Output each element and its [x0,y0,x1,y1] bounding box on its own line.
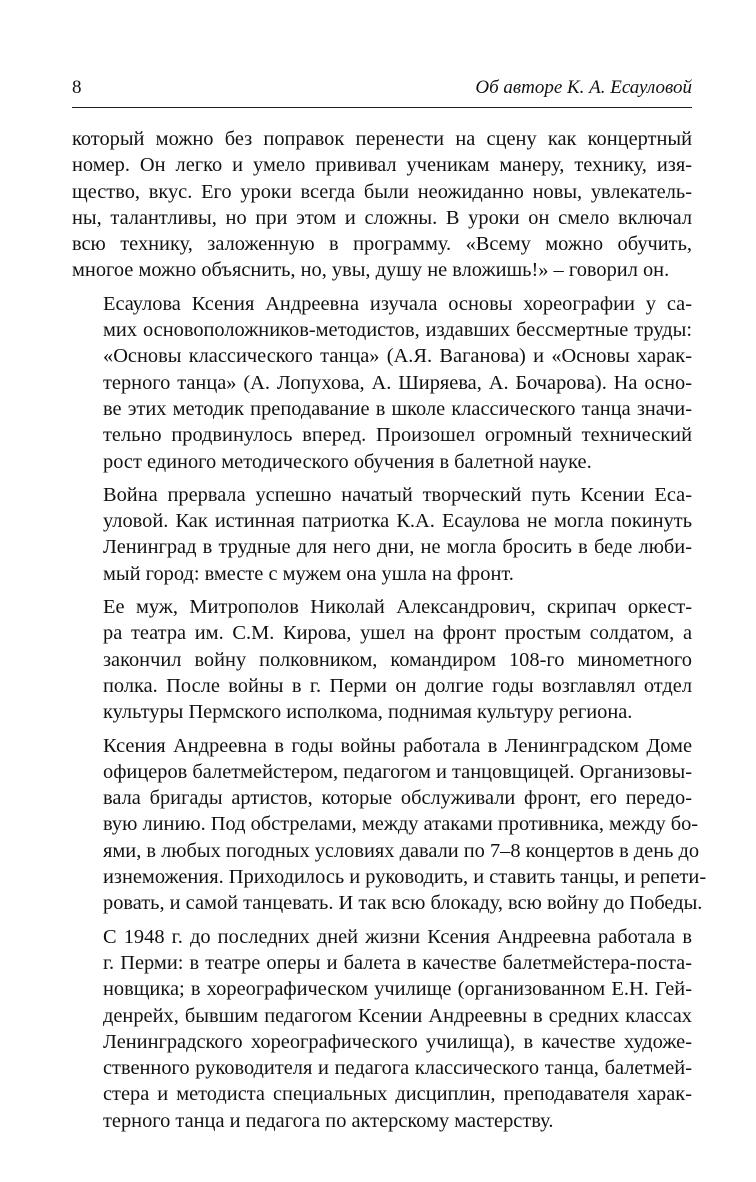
text-line: рост единого методического обучения в балетной науке. [103,450,592,473]
header-rule [72,107,692,108]
text-line: вую линию. Под обстрелами, между атаками противника, между бо- [103,813,699,836]
page-header [72,72,692,108]
text-line: мих основоположников-методистов, издавших бессмертные труды: [103,319,692,342]
text-line: Ее муж, Митрополов Николай Александрович, скрипач оркест- [103,596,692,619]
text-line: Ксения Андреевна в годы войны работала в Ленинградском Доме [103,734,692,757]
text-line: полка. После войны в г. Перми он долгие годы возглавлял отдел [103,674,692,697]
text-line: мый город: вместе с мужем она ушла на фронт. [103,562,514,585]
text-line: щество, вкус. Его уроки всегда были неожиданно новы, увлекатель- [72,180,692,203]
text-line: Война прервала успешно начатый творческий путь Ксении Еса- [103,483,692,506]
text-line: ве этих методик преподавание в школе классического танца значи- [103,397,692,420]
text-line: закончил войну полковником, командиром 108-го минометного [103,648,692,671]
text-line: денрейх, бывшим педагогом Ксении Андреевны в средних классах [103,1004,692,1027]
text-line: «Основы классического танца» (А.Я. Ваганова) и «Основы харак- [103,345,692,368]
text-line: изнеможения. Приходилось и руководить, и ставить танцы, и репети- [103,866,707,889]
text-line: новщика; в хореографическом училище (организованном Е.Н. Гей- [103,978,692,1001]
paragraph [72,924,692,1134]
paragraph [72,733,707,917]
paragraph [72,482,692,587]
text-line: ственного руководителя и педагога классического танца, балетмей- [103,1057,692,1080]
text-line: многое можно объяснить, но, увы, душу не вложишь!» – говорил он. [72,259,670,282]
text-line: Ленинградского хореографического училища), в качестве художе- [103,1030,692,1053]
running-title: Об авторе К. А. Есауловой [475,77,692,98]
paragraph [72,126,692,284]
text-line: ны, талантливы, но при этом и сложны. В уроки он смело включал [72,206,692,229]
text-line: номер. Он легко и умело прививал ученикам манеру, технику, изя- [72,154,692,177]
text-line: офицеров балетмейстером, педагогом и танцовщицей. Организовы- [103,760,692,783]
text-line: терного танца» (А. Лопухова, А. Ширяева, А. Бочарова). На осно- [103,371,692,394]
text-line: терного танца и педагога по актерскому мастерству. [103,1109,554,1132]
text-line: уловой. Как истинная патриотка К.А. Есаулова не могла покинуть [103,510,692,533]
text-line: Есаулова Ксения Андреевна изучала основы хореографии у са- [103,292,692,315]
text-line: всю технику, заложенную в программу. «Всему можно обучить, [72,233,692,256]
paragraph [72,291,692,475]
text-line: стера и методиста специальных дисциплин, преподавателя харак- [103,1083,692,1106]
body-text [72,126,707,1141]
text-line: ровать, и самой танцевать. И так всю блокаду, всю войну до Победы. [103,892,703,915]
text-line: г. Перми: в театре оперы и балета в качестве балетмейстера-поста- [103,951,692,974]
page-number: 8 [72,77,82,98]
text-line: Ленинград в трудные для него дни, не могла бросить в беде люби- [103,536,692,559]
text-line: ями, в любых погодных условиях давали по 7–8 концертов в день до [103,839,700,862]
text-line: ра театра им. С.М. Кирова, ушел на фронт простым солдатом, а [103,622,692,645]
text-line: С 1948 г. до последних дней жизни Ксения Андреевна работала в [103,925,692,948]
text-line: который можно без поправок перенести на сцену как концертный [72,128,692,150]
text-line: тельно продвинулось вперед. Произошел огромный технический [103,424,692,447]
text-line: вала бригады артистов, которые обслуживали фронт, его передо- [103,787,692,810]
paragraph [72,594,692,725]
text-line: культуры Пермского исполкома, поднимая культуру региона. [103,701,633,724]
